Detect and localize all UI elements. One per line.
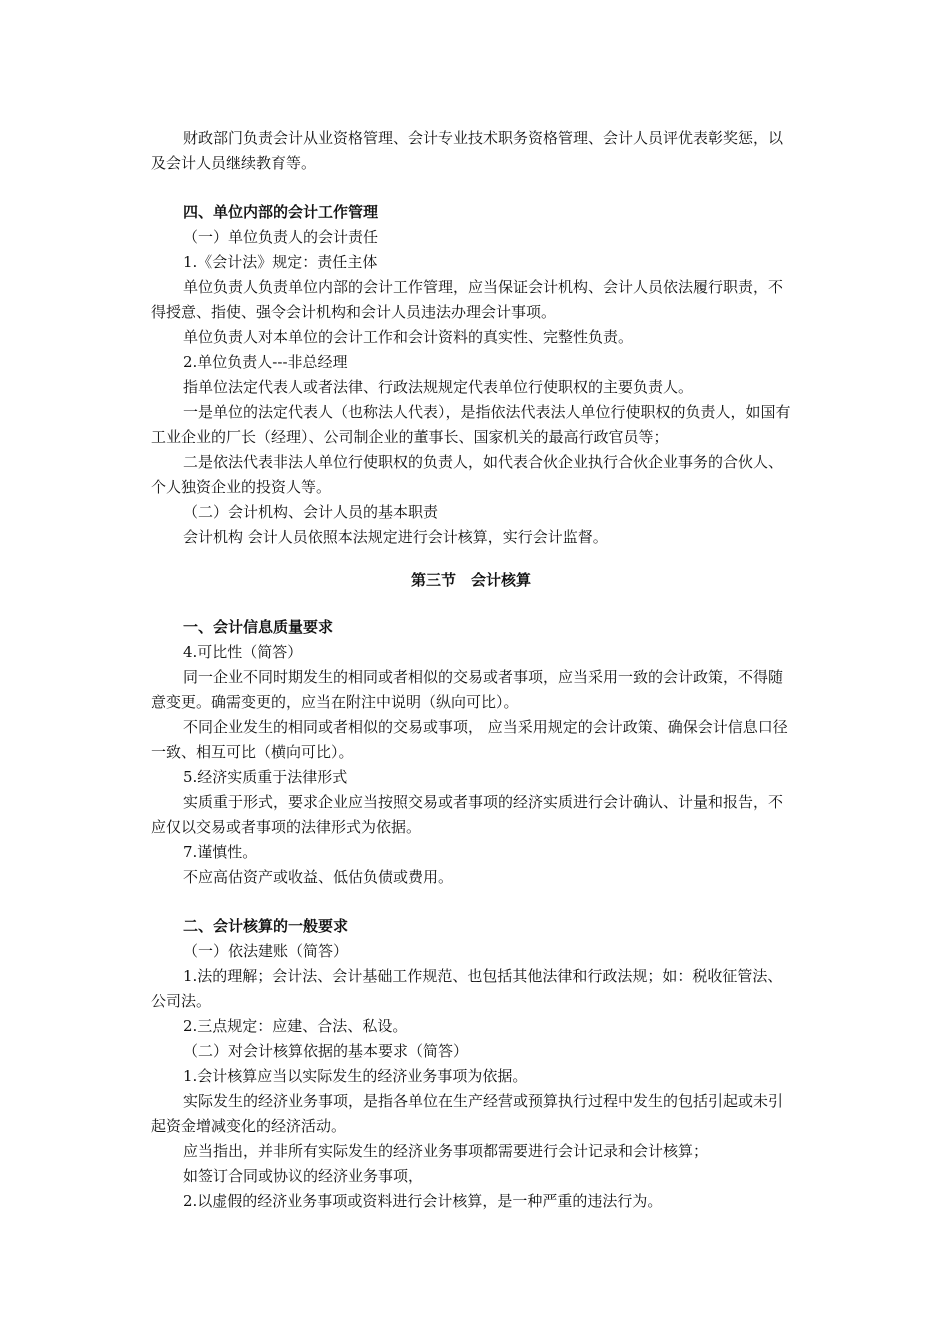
list-item: 5.经济实质重于法律形式 bbox=[183, 768, 348, 786]
paragraph: 不同企业发生的相同或者相似的交易或事项， 应当采用规定的会计政策、确保会计信息口径一致、相互可比（横向可比）。 bbox=[151, 718, 788, 761]
paragraph: 应当指出，并非所有实际发生的经济业务事项都需要进行会计记录和会计核算； bbox=[183, 1142, 709, 1160]
paragraph: 单位负责人负责单位内部的会计工作管理，应当保证会计机构、会计人员依法履行职责，不得授意、指使、强令会计机构和会计人员违法办理会计事项。 bbox=[151, 278, 784, 321]
subheading: （二）对会计核算依据的基本要求（简答） bbox=[183, 1042, 469, 1060]
paragraph: 1.会计核算应当以实际发生的经济业务事项为依据。 bbox=[183, 1067, 528, 1085]
paragraph: 指单位法定代表人或者法律、行政法规规定代表单位行使职权的主要负责人。 bbox=[183, 378, 694, 396]
paragraph: 1.法的理解；会计法、会计基础工作规范、也包括其他法律和行政法规；如：税收征管法、公司法。 bbox=[151, 967, 783, 1010]
paragraph: 不应高估资产或收益、低估负债或费用。 bbox=[183, 868, 454, 886]
section-heading: 一、会计信息质量要求 bbox=[183, 618, 334, 636]
paragraph: 二是依法代表非法人单位行使职权的负责人，如代表合伙企业执行合伙企业事务的合伙人、个人独资企业的投资人等。 bbox=[151, 453, 784, 496]
list-item: 2.单位负责人---非总经理 bbox=[183, 353, 348, 371]
paragraph: 实质重于形式，要求企业应当按照交易或者事项的经济实质进行会计确认、计量和报告，不应仅以交易或者事项的法律形式为依据。 bbox=[151, 793, 784, 836]
paragraph: 一是单位的法定代表人（也称法人代表），是指依法代表法人单位行使职权的负责人，如国有工业企业的厂长（经理）、公司制企业的董事长、国家机关的最高行政官员等； bbox=[151, 403, 791, 446]
paragraph: 如签订合同或协议的经济业务事项， bbox=[183, 1167, 424, 1185]
subheading: （一）依法建账（简答） bbox=[183, 942, 349, 960]
section-heading: 二、会计核算的一般要求 bbox=[183, 917, 349, 935]
document-body bbox=[151, 126, 791, 1214]
paragraph: 单位负责人对本单位的会计工作和会计资料的真实性、完整性负责。 bbox=[183, 328, 634, 346]
list-item: 1.《会计法》规定：责任主体 bbox=[183, 253, 378, 271]
paragraph: 同一企业不同时期发生的相同或者相似的交易或者事项，应当采用一致的会计政策，不得随意变更。确需变更的，应当在附注中说明（纵向可比）。 bbox=[151, 668, 784, 711]
section-title: 第三节 会计核算 bbox=[410, 571, 531, 589]
list-item: 7.谨慎性。 bbox=[183, 843, 258, 861]
section-heading: 四、单位内部的会计工作管理 bbox=[183, 203, 379, 221]
paragraph: 2.三点规定：应建、合法、私设。 bbox=[183, 1017, 408, 1035]
subheading: （二）会计机构、会计人员的基本职责 bbox=[183, 503, 439, 521]
paragraph: 2.以虚假的经济业务事项或资料进行会计核算，是一种严重的违法行为。 bbox=[183, 1192, 663, 1210]
list-item: 4.可比性（简答） bbox=[183, 643, 303, 661]
subheading: （一）单位负责人的会计责任 bbox=[183, 228, 379, 246]
paragraph: 财政部门负责会计从业资格管理、会计专业技术职务资格管理、会计人员评优表彰奖惩，以及会计人员继续教育等。 bbox=[151, 129, 784, 172]
paragraph: 实际发生的经济业务事项，是指各单位在生产经营或预算执行过程中发生的包括引起或未引起资金增减变化的经济活动。 bbox=[151, 1092, 784, 1135]
paragraph: 会计机构 会计人员依照本法规定进行会计核算，实行会计监督。 bbox=[183, 528, 608, 546]
